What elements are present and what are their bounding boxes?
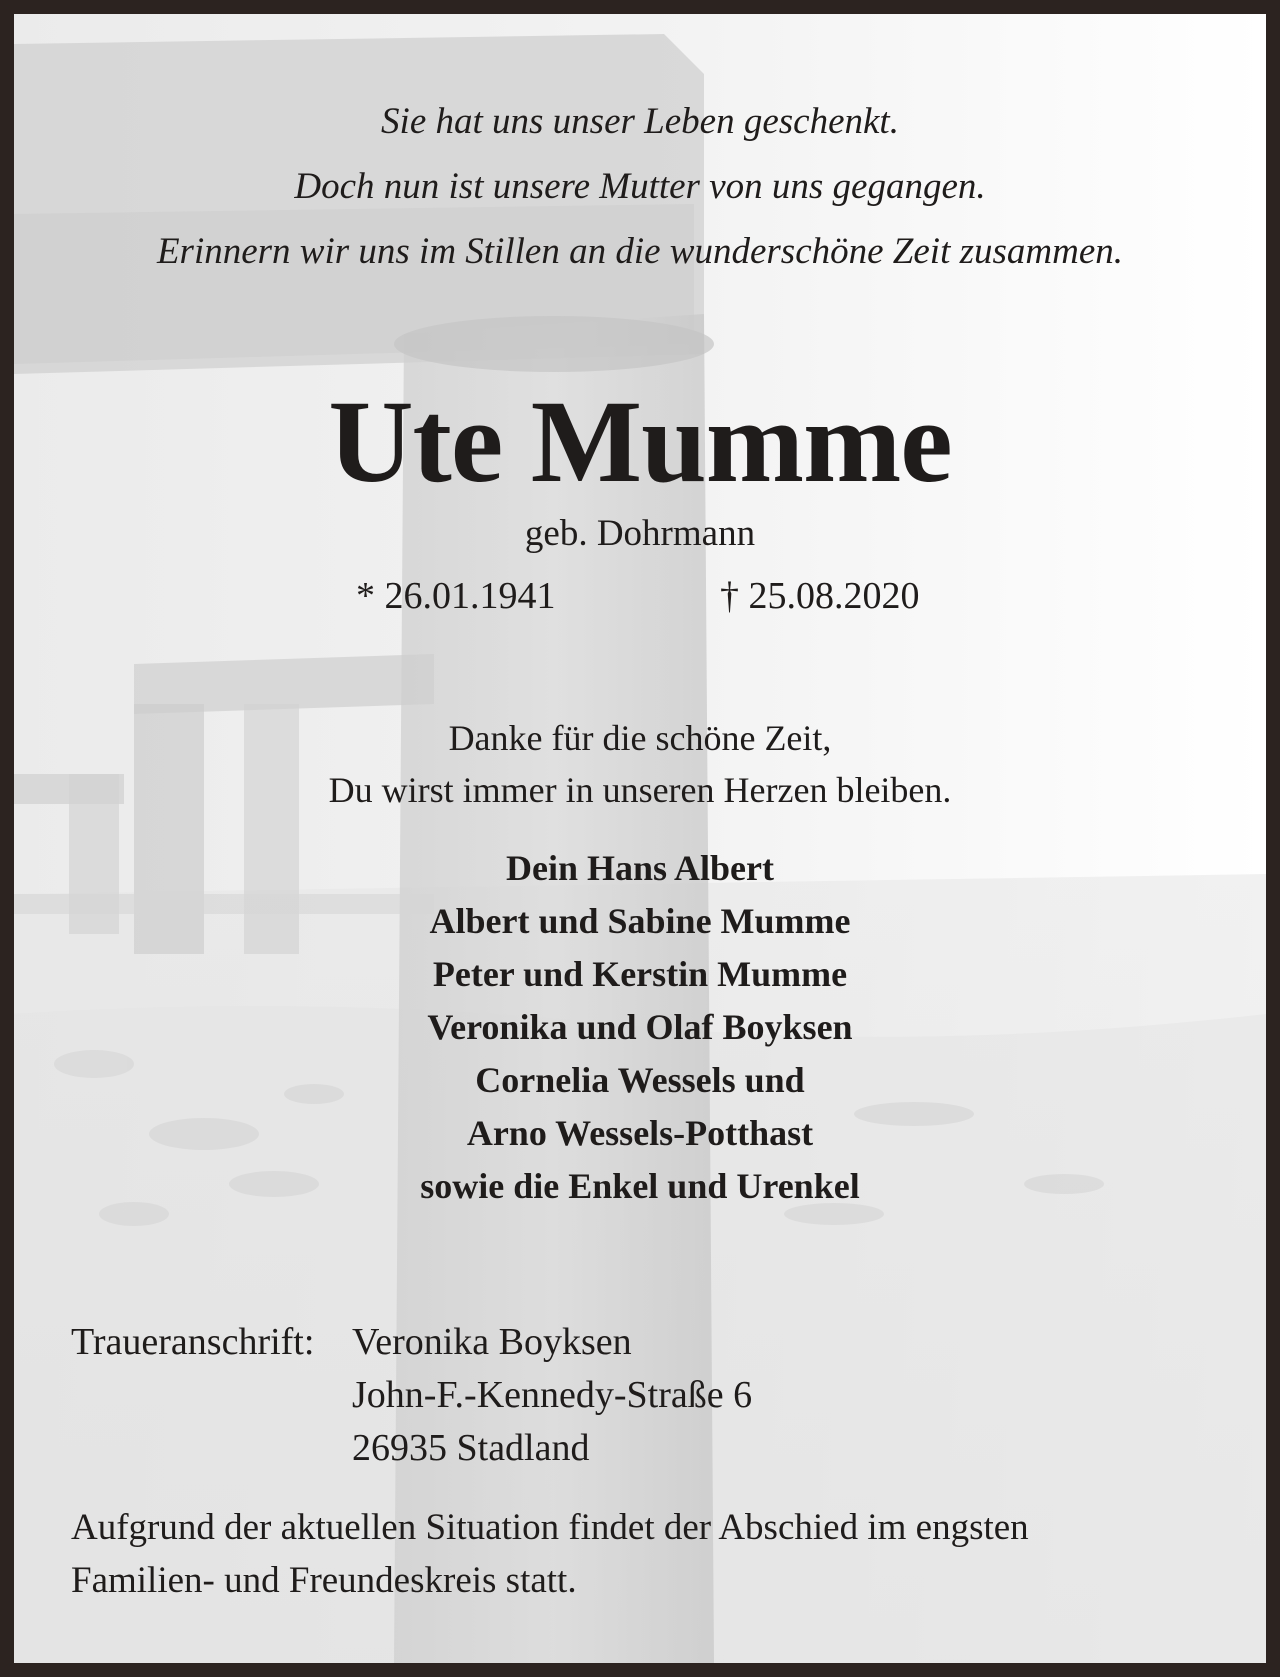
mourner-5: Cornelia Wessels und: [475, 1060, 805, 1100]
motto-line-2: Doch nun ist unsere Mutter von uns gegangen.: [294, 166, 986, 207]
mourner-1: Dein Hans Albert: [505, 848, 774, 888]
mourner-3: Peter und Kerstin Mumme: [432, 954, 848, 994]
mourner-7: sowie die Enkel und Urenkel: [420, 1166, 860, 1206]
note-line-1: Aufgrund der aktuellen Situation findet der Abschied im engsten: [71, 1507, 1029, 1548]
death-date: † 25.08.2020: [720, 575, 920, 617]
motto-line-3: Erinnern wir uns im Stillen an die wunderschöne Zeit zusammen.: [156, 231, 1124, 272]
maiden-name: geb. Dohrmann: [524, 513, 756, 554]
thanks-line-2: Du wirst immer in unseren Herzen bleiben.: [328, 770, 952, 810]
birth-date: * 26.01.1941: [356, 575, 556, 617]
mourner-2: Albert und Sabine Mumme: [429, 901, 851, 941]
thanks-line-1: Danke für die schöne Zeit,: [448, 718, 832, 758]
notice-content: [14, 14, 1266, 1663]
address-line-2: John-F.-Kennedy-Straße 6: [352, 1374, 753, 1416]
mourner-6: Arno Wessels-Potthast: [466, 1113, 814, 1153]
address-line-1: Veronika Boyksen: [352, 1321, 632, 1363]
mourner-4: Veronika und Olaf Boyksen: [427, 1007, 853, 1047]
deceased-name: Ute Mumme: [328, 376, 952, 507]
note-line-2: Familien- und Freundeskreis statt.: [71, 1560, 577, 1601]
address-line-3: 26935 Stadland: [352, 1427, 590, 1469]
motto-line-1: Sie hat uns unser Leben geschenkt.: [381, 101, 899, 142]
address-label: Traueranschrift:: [71, 1321, 315, 1363]
